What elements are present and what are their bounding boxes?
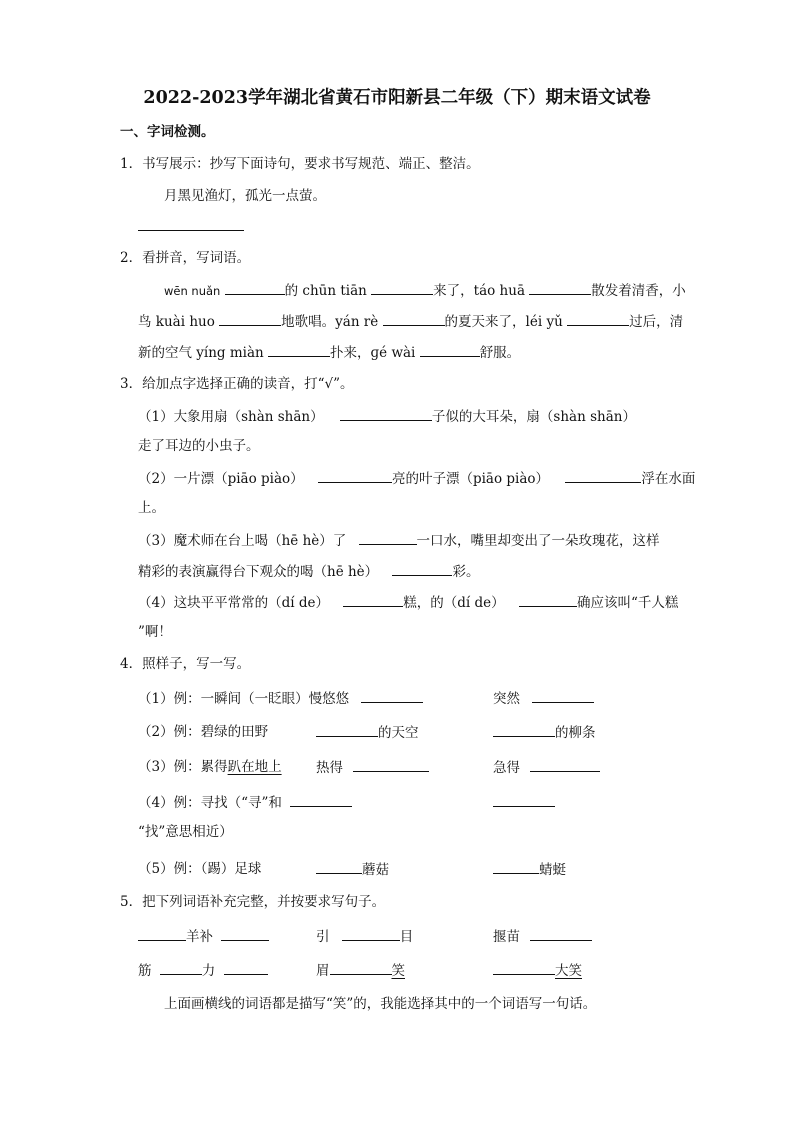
q5-text: 引 [316, 929, 330, 945]
q4-text: 急得 [493, 760, 520, 776]
q4-text: 蜻蜓 [539, 862, 566, 878]
q5-word-1 [138, 926, 269, 947]
q3-text: （3）魔术师在台上喝（hē hè）了 [138, 533, 347, 549]
answer-blank[interactable] [493, 859, 539, 874]
answer-blank[interactable] [343, 592, 403, 607]
q4-prompt: 4．照样子，写一写。 [120, 656, 251, 672]
q5-text: 羊补 [186, 929, 213, 945]
q2-text: 的夏天来了，léi yǔ [444, 314, 563, 330]
answer-blank[interactable] [530, 757, 600, 772]
answer-blank[interactable] [138, 926, 186, 941]
answer-blank[interactable] [330, 960, 392, 975]
pinyin-text: wēn nuǎn [164, 284, 221, 298]
q4-row-2-item-1 [316, 722, 419, 743]
q4-text: 热得 [316, 760, 343, 776]
answer-blank[interactable] [371, 280, 433, 295]
q5-text: 眉 [316, 963, 330, 979]
q3-text: 糕，的（dí de） [403, 595, 505, 611]
q4-text: 蘑菇 [362, 862, 389, 878]
q1-prompt: 1．书写展示：抄写下面诗句，要求书写规范、端正、整洁。 [120, 156, 480, 172]
answer-blank[interactable] [361, 688, 423, 703]
q4-row-5-item-1 [316, 859, 389, 880]
q4-row-5-item-2 [493, 859, 566, 880]
q2-line-1 [164, 280, 686, 301]
q2-prompt: 2．看拼音，写词语。 [120, 250, 251, 266]
q5-text: 笑 [391, 963, 405, 979]
answer-blank[interactable] [567, 311, 629, 326]
answer-blank[interactable] [353, 757, 429, 772]
answer-blank[interactable] [420, 342, 480, 357]
q3-prompt: 3．给加点字选择正确的读音，打“√”。 [120, 376, 354, 392]
q3-text: 子似的大耳朵，扇（shàn shān） [431, 409, 636, 425]
q4-row-3-item-1 [316, 757, 429, 778]
q2-text: 来了，táo huā [433, 283, 525, 299]
q3-item-2-cont: 上。 [138, 500, 165, 516]
answer-blank[interactable] [532, 688, 594, 703]
q4-text: 突然 [493, 691, 520, 707]
q2-line-2 [138, 311, 683, 332]
answer-blank[interactable] [392, 561, 452, 576]
answer-blank[interactable] [565, 468, 641, 483]
q5-text: 筋 [138, 963, 152, 979]
answer-blank[interactable] [160, 960, 202, 975]
q2-text: 鸟 kuài huo [138, 314, 215, 330]
q4-row-3-item-2 [493, 757, 600, 778]
q4-text: 的柳条 [555, 725, 596, 741]
q3-item-2 [138, 468, 695, 489]
q3-item-1 [138, 406, 636, 427]
q3-text: 确应该叫“千人糕 [576, 595, 679, 611]
q5-word-2 [316, 926, 413, 947]
q3-text: （2）一片漂（piāo piào） [138, 471, 304, 487]
q4-text: （1）例：一瞬间（一眨眼）慢悠悠 [138, 691, 350, 707]
q4-row-1-item [493, 688, 594, 709]
q2-text: 地歌唱。yán rè [281, 314, 379, 330]
answer-blank[interactable] [383, 311, 445, 326]
answer-blank[interactable] [340, 406, 432, 421]
q4-text: （4）例：寻找（“寻”和 [138, 795, 282, 811]
q5-word-6-underlined [493, 960, 582, 981]
answer-blank[interactable] [316, 722, 378, 737]
q1-answer-line[interactable] [138, 216, 244, 237]
q5-word-4 [138, 960, 268, 981]
q5-text: 揠苗 [493, 929, 520, 945]
underlined-example: 趴在地上 [227, 759, 282, 775]
q5-word-5-underlined [316, 960, 405, 981]
q4-text: （3）例：累得 [138, 759, 228, 775]
q3-item-3-cont [138, 561, 479, 582]
answer-blank[interactable] [529, 280, 591, 295]
q1-poem: 月黑见渔灯，孤光一点萤。 [164, 188, 326, 204]
answer-blank[interactable] [225, 280, 285, 295]
q3-item-4 [138, 592, 678, 613]
q2-text: 过后，清 [629, 314, 684, 330]
q4-row-5-example: （5）例：（踢）足球 [138, 861, 262, 877]
answer-blank[interactable] [530, 926, 592, 941]
q2-text: 新的空气 yíng miàn [138, 345, 264, 361]
q5-text: 力 [201, 963, 216, 979]
answer-blank[interactable] [493, 960, 555, 975]
q2-text: 扑来，ɡé wài [330, 345, 416, 361]
q4-row-1-example [138, 688, 423, 709]
q4-row-4-item [493, 792, 555, 813]
q2-line-3 [138, 342, 520, 363]
answer-blank[interactable] [224, 960, 268, 975]
q2-text: 舒服。 [479, 345, 521, 361]
q5-text: 目 [399, 929, 414, 945]
q5-instruction: 上面画横线的词语都是描写“笑”的，我能选择其中的一个词语写一句话。 [164, 996, 597, 1012]
answer-blank[interactable] [221, 926, 269, 941]
q5-prompt: 5．把下列词语补充完整，并按要求写句子。 [120, 894, 386, 910]
answer-blank[interactable] [318, 468, 392, 483]
q4-row-4-example [138, 792, 352, 813]
answer-blank[interactable] [359, 530, 417, 545]
exam-title: 2022-2023学年湖北省黄石市阳新县二年级（下）期末语文试卷 [143, 88, 651, 108]
q4-row-2-item-2 [493, 722, 596, 743]
q4-row-2-example: （2）例：碧绿的田野 [138, 724, 269, 740]
q3-item-1-cont: 走了耳边的小虫子。 [138, 438, 260, 454]
q4-row-3-example [138, 757, 282, 777]
section-heading: 一、字词检测。 [120, 124, 215, 140]
q3-text: （4）这块平平常常的（dí de） [138, 595, 329, 611]
answer-blank[interactable] [219, 311, 281, 326]
q3-text: 精彩的表演赢得台下观众的喝（hē hè） [138, 564, 379, 580]
q3-item-3 [138, 530, 660, 551]
answer-blank[interactable] [316, 859, 362, 874]
q3-text: （1）大象用扇（shàn shān） [138, 409, 324, 425]
answer-blank[interactable] [290, 792, 352, 807]
q5-word-3 [493, 926, 592, 947]
q4-text: 的天空 [378, 725, 419, 741]
q3-text: 彩。 [452, 564, 480, 580]
q2-text: 散发着清香，小 [591, 283, 686, 299]
answer-blank[interactable] [342, 926, 400, 941]
q3-item-4-cont: ”啊！ [138, 624, 172, 640]
q3-text: 一口水，嘴里却变出了一朵玫瑰花，这样 [416, 533, 660, 549]
q3-text: 亮的叶子漂（piāo piào） [391, 471, 550, 487]
q3-text: 浮在水面 [641, 471, 696, 487]
q2-text: 的 chūn tiān [284, 283, 367, 299]
answer-blank[interactable] [268, 342, 330, 357]
answer-blank[interactable] [493, 722, 555, 737]
q5-text: 大笑 [555, 963, 582, 979]
answer-blank[interactable] [519, 592, 577, 607]
q4-row-4-cont: “找”意思相近） [138, 824, 233, 840]
answer-blank[interactable] [493, 792, 555, 807]
